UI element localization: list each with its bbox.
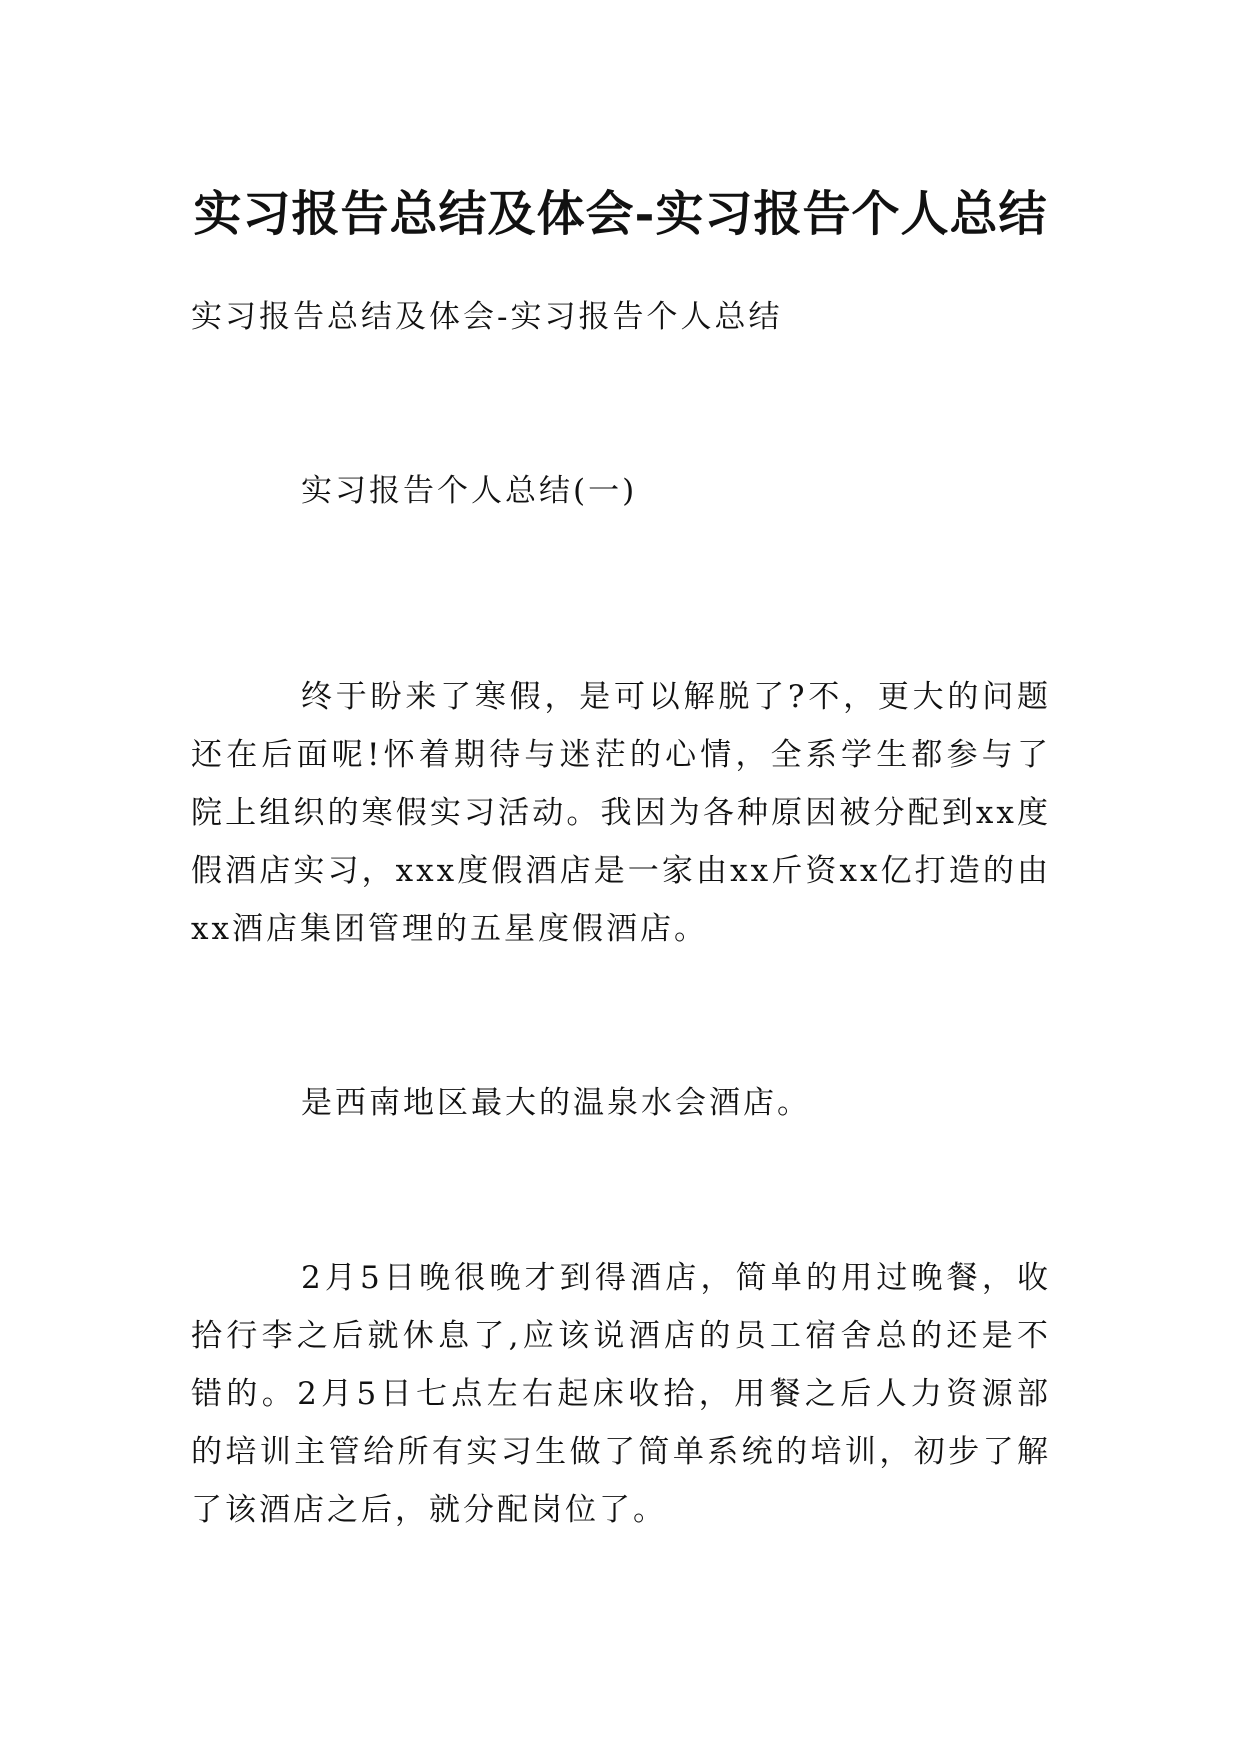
paragraph: 终于盼来了寒假，是可以解脱了?不，更大的问题还在后面呢!怀着期待与迷茫的心情，全系学生都参与了院上组织的寒假实习活动。我因为各种原因被分配到xx度假酒店实习，xxx度假酒店是一家由xx斤资xx亿打造的由xx酒店集团管理的五星度假酒店。 [191,679,1051,947]
section-heading: 实习报告个人总结(一) [301,473,638,509]
document-subtitle: 实习报告总结及体会-实习报告个人总结 [191,299,783,335]
paragraph: 是西南地区最大的温泉水会酒店。 [301,1085,811,1121]
paragraph: 2月5日晚很晚才到得酒店，简单的用过晚餐，收拾行李之后就休息了,应该说酒店的员工宿舍总的还是不错的。2月5日七点左右起床收拾，用餐之后人力资源部的培训主管给所有实习生做了简单系统的培训，初步了解了该酒店之后，就分配岗位了。 [191,1260,1051,1528]
document-title: 实习报告总结及体会-实习报告个人总结 [193,186,1048,243]
